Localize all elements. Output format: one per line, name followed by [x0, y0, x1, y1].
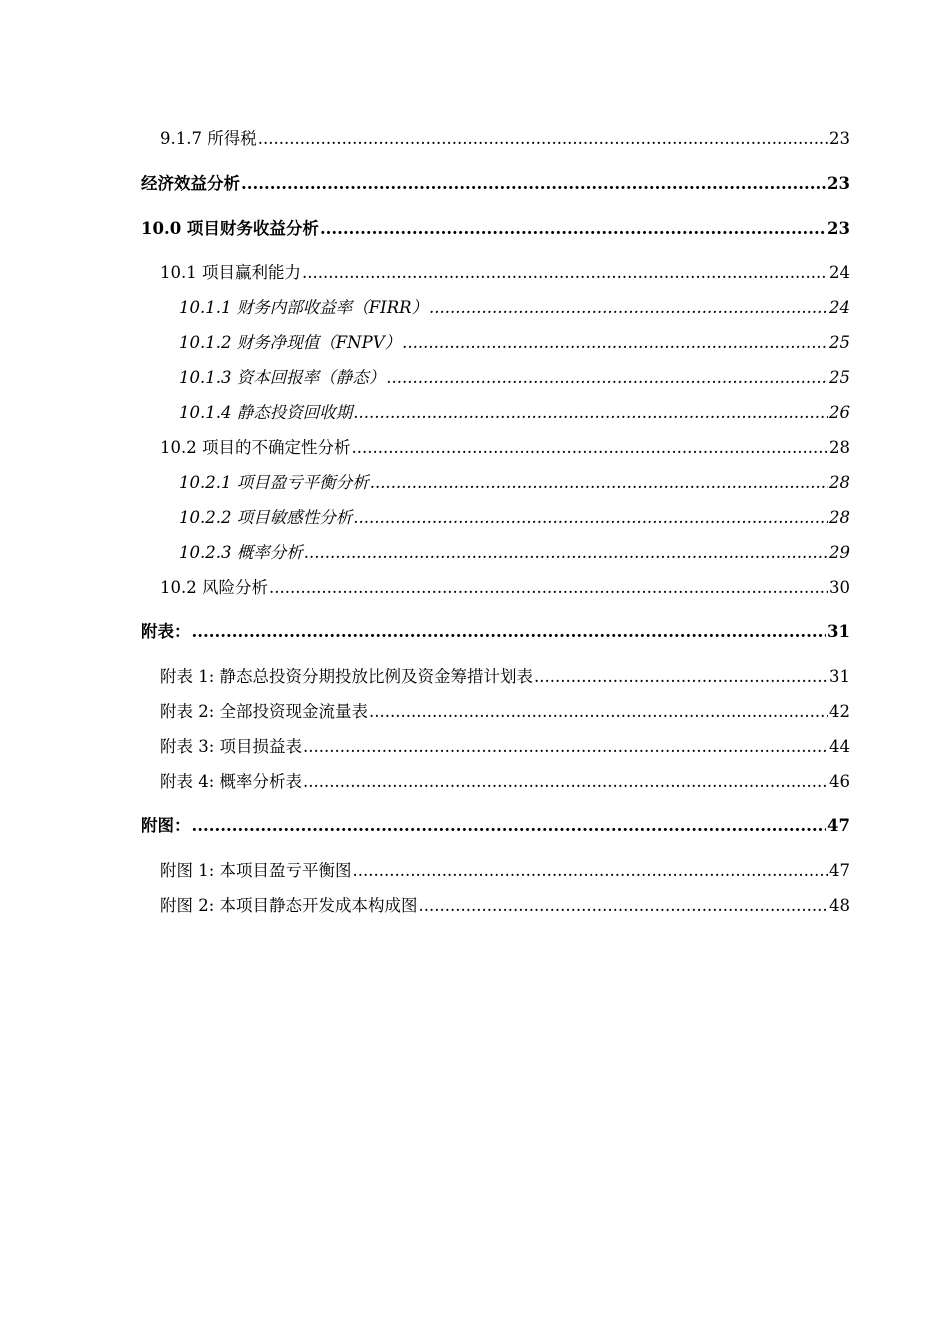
toc-entry-title: 10.1 项目赢利能力 — [160, 263, 301, 282]
toc-leader-dots — [351, 437, 828, 459]
toc-leader-dots — [303, 771, 828, 793]
toc-entry-title: 10.2.1 项目盈亏平衡分析 — [179, 473, 369, 492]
toc-entry-page-number: 25 — [829, 333, 850, 352]
toc-entry-title: 附表 3: 项目损益表 — [160, 737, 303, 756]
toc-entry[interactable] — [141, 437, 850, 459]
toc-entry-page-number: 48 — [829, 896, 850, 915]
toc-leader-dots — [353, 860, 828, 882]
toc-entry-page-number: 44 — [829, 737, 850, 756]
toc-leader-dots — [192, 621, 827, 643]
toc-entry-page-number: 28 — [829, 508, 850, 527]
toc-entry-page-number: 23 — [827, 174, 850, 193]
toc-entry-title: 10.2 项目的不确定性分析 — [160, 438, 351, 457]
toc-entry-title: 附表 2: 全部投资现金流量表 — [160, 702, 369, 721]
toc-entry[interactable] — [141, 577, 850, 599]
toc-entry-page-number: 28 — [829, 438, 850, 457]
toc-entry-title: 附表 4: 概率分析表 — [160, 772, 303, 791]
toc-entry[interactable] — [141, 173, 850, 195]
toc-entry-page-number: 47 — [827, 816, 850, 835]
toc-entry-title: 10.0 项目财务收益分析 — [141, 219, 319, 238]
toc-entry-page-number: 30 — [829, 578, 850, 597]
toc-entry-page-number: 42 — [829, 702, 850, 721]
toc-leader-dots — [304, 542, 828, 564]
toc-entry[interactable] — [141, 895, 850, 917]
toc-leader-dots — [192, 815, 827, 837]
toc-entry-page-number: 23 — [827, 219, 850, 238]
toc-entry-title: 10.2.2 项目敏感性分析 — [179, 508, 353, 527]
toc-entry-title: 附表 1: 静态总投资分期投放比例及资金筹措计划表 — [160, 667, 534, 686]
toc-entry-page-number: 28 — [829, 473, 850, 492]
toc-entry-page-number: 31 — [827, 622, 850, 641]
toc-entry[interactable] — [141, 815, 850, 837]
toc-entry-page-number: 26 — [829, 403, 850, 422]
toc-leader-dots — [258, 128, 828, 150]
toc-entry[interactable] — [141, 542, 850, 564]
toc-entry-title: 10.1.1 财务内部收益率（FIRR） — [179, 298, 429, 317]
toc-leader-dots — [370, 472, 828, 494]
toc-entry-title: 附图 1: 本项目盈亏平衡图 — [160, 861, 352, 880]
toc-entry-title: 经济效益分析 — [141, 174, 240, 193]
toc-leader-dots — [369, 701, 828, 723]
toc-leader-dots — [534, 666, 828, 688]
toc-entry-title: 10.2.3 概率分析 — [179, 543, 303, 562]
toc-entry[interactable] — [141, 332, 850, 354]
toc-leader-dots — [269, 577, 828, 599]
toc-entry[interactable] — [141, 507, 850, 529]
toc-entry[interactable] — [141, 262, 850, 284]
toc-entry[interactable] — [141, 860, 850, 882]
toc-entry[interactable] — [141, 666, 850, 688]
toc-entry[interactable] — [141, 297, 850, 319]
toc-entry-title: 附图： — [141, 816, 191, 835]
toc-leader-dots — [241, 173, 826, 195]
toc-entry-page-number: 24 — [829, 298, 850, 317]
toc-entry[interactable] — [141, 736, 850, 758]
toc-entry-page-number: 23 — [829, 129, 850, 148]
toc-leader-dots — [353, 507, 828, 529]
toc-entry-title: 附图 2: 本项目静态开发成本构成图 — [160, 896, 418, 915]
toc-entry-title: 附表： — [141, 622, 191, 641]
toc-entry[interactable] — [141, 402, 850, 424]
toc-entry-page-number: 46 — [829, 772, 850, 791]
toc-entry[interactable] — [141, 218, 850, 240]
toc-entry-title: 10.1.2 财务净现值（FNPV） — [179, 333, 402, 352]
toc-entry-page-number: 29 — [829, 543, 850, 562]
toc-leader-dots — [353, 402, 828, 424]
toc-entry-title: 10.2 风险分析 — [160, 578, 268, 597]
toc-leader-dots — [386, 367, 828, 389]
toc-leader-dots — [303, 736, 828, 758]
toc-entry[interactable] — [141, 472, 850, 494]
toc-entry[interactable] — [141, 771, 850, 793]
toc-leader-dots — [402, 332, 828, 354]
toc-entry[interactable] — [141, 128, 850, 150]
toc-entry-page-number: 25 — [829, 368, 850, 387]
toc-leader-dots — [320, 218, 826, 240]
toc-leader-dots — [302, 262, 828, 284]
toc-entry-title: 10.1.4 静态投资回收期 — [179, 403, 353, 422]
toc-entry[interactable] — [141, 701, 850, 723]
toc-entry-page-number: 47 — [829, 861, 850, 880]
toc-leader-dots — [419, 895, 828, 917]
toc-entry-page-number: 24 — [829, 263, 850, 282]
toc-entry-title: 9.1.7 所得税 — [160, 129, 257, 148]
toc-entry[interactable] — [141, 621, 850, 643]
toc-entry-page-number: 31 — [829, 667, 850, 686]
toc-entry[interactable] — [141, 367, 850, 389]
toc-leader-dots — [429, 297, 828, 319]
toc-entry-title: 10.1.3 资本回报率（静态） — [179, 368, 386, 387]
